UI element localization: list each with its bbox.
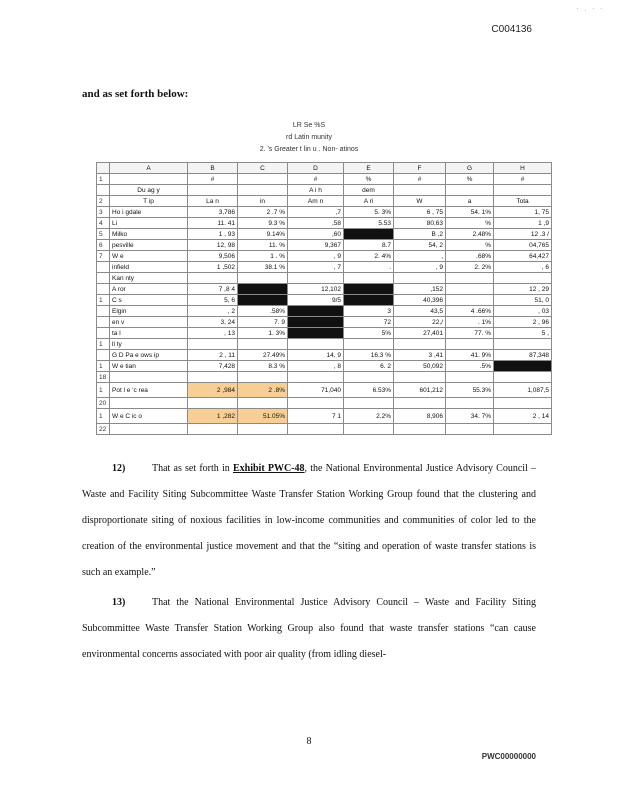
row-number-cell: 1 xyxy=(97,361,110,372)
table-cell xyxy=(188,424,238,435)
table-cell xyxy=(238,372,288,383)
column-letter-cell xyxy=(97,163,110,174)
table-row xyxy=(97,317,552,328)
table-cell xyxy=(188,372,238,383)
table-row xyxy=(97,229,552,240)
table-cell xyxy=(344,284,394,295)
table-cell: 71,040 xyxy=(288,383,344,398)
table-cell: 9.14% xyxy=(238,229,288,240)
table-row xyxy=(97,424,552,435)
table-cell: # xyxy=(494,174,552,185)
paragraph-number: 12) xyxy=(112,463,126,474)
table-title-line-3: 2. 's Greater t lin u . Non- atinos xyxy=(259,146,359,153)
table-row xyxy=(97,306,552,317)
table-row xyxy=(97,273,552,284)
table-cell: 1. 3% xyxy=(238,328,288,339)
corner-marks: · . · · xyxy=(576,6,604,13)
table-row xyxy=(97,185,552,196)
table-cell: # xyxy=(188,174,238,185)
table-cell: , 13 xyxy=(188,328,238,339)
exhibit-reference: Exhibit PWC-48 xyxy=(232,463,305,474)
table-cell: Ho i gdale xyxy=(110,207,188,218)
table-cell xyxy=(394,424,446,435)
table-cell: 4 .66% xyxy=(446,306,494,317)
table-cell: 601,212 xyxy=(394,383,446,398)
table-cell xyxy=(110,174,188,185)
table-cell: 5.53 xyxy=(344,218,394,229)
row-number-cell: 7 xyxy=(97,251,110,262)
table-cell: 1,087,5 xyxy=(494,383,552,398)
table-cell: .58% xyxy=(238,306,288,317)
table-cell xyxy=(288,317,344,328)
table-row xyxy=(97,372,552,383)
table-cell xyxy=(238,273,288,284)
table-cell xyxy=(288,339,344,350)
table-cell xyxy=(288,306,344,317)
table-cell xyxy=(188,185,238,196)
table-cell: A ri xyxy=(344,196,394,207)
table-cell xyxy=(344,339,394,350)
table-row xyxy=(97,383,552,398)
table-cell: 87,348 xyxy=(494,350,552,361)
table-cell: 2. 4% xyxy=(344,251,394,262)
table-cell: % xyxy=(344,174,394,185)
row-number-cell xyxy=(97,185,110,196)
table-cell: in xyxy=(238,196,288,207)
table-cell: La n xyxy=(188,196,238,207)
table-cell xyxy=(238,398,288,409)
table-cell: 3 ,41 xyxy=(394,350,446,361)
table-cell: ta l xyxy=(110,328,188,339)
table-cell: infield xyxy=(110,262,188,273)
table-cell: 72 xyxy=(344,317,394,328)
table-cell: 2 ,984 xyxy=(188,383,238,398)
column-letter-row xyxy=(97,163,552,174)
table-cell: 64,427 xyxy=(494,251,552,262)
paragraph-number: 13) xyxy=(112,597,126,608)
intro-line xyxy=(82,88,188,100)
table-cell: ,60 xyxy=(288,229,344,240)
table-cell: % xyxy=(446,218,494,229)
table-cell: Li xyxy=(110,218,188,229)
row-number-cell xyxy=(97,317,110,328)
table-row xyxy=(97,398,552,409)
table-cell: Du ag y xyxy=(110,185,188,196)
table-cell: W xyxy=(394,196,446,207)
table-cell: 38.1 % xyxy=(238,262,288,273)
table-cell: # xyxy=(394,174,446,185)
table-row xyxy=(97,409,552,424)
table-cell: 2 .8% xyxy=(238,383,288,398)
table-cell xyxy=(446,273,494,284)
table-cell: 2.2% xyxy=(344,409,394,424)
row-number-cell: 1 xyxy=(97,383,110,398)
table-cell: T ip xyxy=(110,196,188,207)
table-cell: 9,367 xyxy=(288,240,344,251)
table-cell: dem xyxy=(344,185,394,196)
table-cell xyxy=(110,424,188,435)
table-cell: 2 , 14 xyxy=(494,409,552,424)
table-cell: , 8 xyxy=(288,361,344,372)
column-letter-cell: F xyxy=(394,163,446,174)
table-cell: Milko xyxy=(110,229,188,240)
table-row xyxy=(97,350,552,361)
table-cell xyxy=(288,424,344,435)
table-cell: 22,/ xyxy=(394,317,446,328)
paragraph-text-post: , the National Environmental Justice Advisory Council – Waste and Facility Siting Subcommittee Waste Transfer Station Working Group found that the clustering and disproportionate siting of noxious facilities in low-income communities and communities of color led to the creation of the environmental justice movement and that the “siting and operation of waste transfer stations is such an example.” xyxy=(82,463,537,578)
table-cell: Kan nty xyxy=(110,273,188,284)
table-cell: 5 , xyxy=(494,328,552,339)
table-cell xyxy=(446,284,494,295)
table-cell: 8,906 xyxy=(394,409,446,424)
table-cell: 7. 9 xyxy=(238,317,288,328)
column-letter-cell: C xyxy=(238,163,288,174)
table-cell: 1 . % xyxy=(238,251,288,262)
table-cell: 55.3% xyxy=(446,383,494,398)
table-cell xyxy=(238,295,288,306)
table-cell: en v xyxy=(110,317,188,328)
table-row xyxy=(97,207,552,218)
table-cell: pesville xyxy=(110,240,188,251)
bates-number: PWC00000000 xyxy=(481,752,536,761)
table-cell: % xyxy=(446,174,494,185)
table-cell xyxy=(494,361,552,372)
table-cell xyxy=(344,273,394,284)
document-id: C004136 xyxy=(491,24,532,35)
table-cell: W e tian xyxy=(110,361,188,372)
table-cell: 50,092 xyxy=(394,361,446,372)
table-cell: ,152 xyxy=(394,284,446,295)
table-cell xyxy=(394,398,446,409)
paragraph-text-pre: That as set forth in xyxy=(152,463,233,474)
row-number-cell: 6 xyxy=(97,240,110,251)
table-cell: 7 ,8 4 xyxy=(188,284,238,295)
table-cell: G D Pa e ows ip xyxy=(110,350,188,361)
row-number-cell: 1 xyxy=(97,409,110,424)
table-cell: 5% xyxy=(344,328,394,339)
table-cell: , 2 xyxy=(188,306,238,317)
table-cell: 8.3 % xyxy=(238,361,288,372)
table-cell: 6.53% xyxy=(344,383,394,398)
table-cell: , 6 xyxy=(494,262,552,273)
table-cell: 1, 75 xyxy=(494,207,552,218)
table-cell xyxy=(446,424,494,435)
table-cell xyxy=(446,372,494,383)
row-number-cell: 1 xyxy=(97,295,110,306)
page-number: 8 xyxy=(306,736,312,747)
row-number-cell: 3 xyxy=(97,207,110,218)
table-cell: 11. 41 xyxy=(188,218,238,229)
table-cell: 80,63 xyxy=(394,218,446,229)
table-cell xyxy=(394,339,446,350)
table-cell xyxy=(344,424,394,435)
table-title-line-1: LR Se %S xyxy=(292,122,326,129)
table-cell: # xyxy=(288,174,344,185)
table-cell: 9.3 % xyxy=(238,218,288,229)
table-cell: 1 ,282 xyxy=(188,409,238,424)
table-cell: 11. % xyxy=(238,240,288,251)
row-number-cell: 18 xyxy=(97,372,110,383)
row-number-cell xyxy=(97,328,110,339)
table-cell: 7 1 xyxy=(288,409,344,424)
table-cell: 12, 98 xyxy=(188,240,238,251)
table-cell xyxy=(188,398,238,409)
table-cell: ,58 xyxy=(288,218,344,229)
table-cell xyxy=(238,284,288,295)
table-cell xyxy=(344,398,394,409)
column-letter-cell: H xyxy=(494,163,552,174)
column-letter-cell: A xyxy=(110,163,188,174)
table-cell: 51, 0 xyxy=(494,295,552,306)
table-cell xyxy=(394,185,446,196)
table-cell: 9,506 xyxy=(188,251,238,262)
table-cell xyxy=(494,398,552,409)
table-cell: 16.3 % xyxy=(344,350,394,361)
row-number-cell: 4 xyxy=(97,218,110,229)
table-cell: 2 , 11 xyxy=(188,350,238,361)
table-cell: 51.05% xyxy=(238,409,288,424)
table-cell: a xyxy=(446,196,494,207)
table-cell: 12 , 29 xyxy=(494,284,552,295)
table-cell: ll ty xyxy=(110,339,188,350)
table-cell: .68% xyxy=(446,251,494,262)
intro-text: and as set forth below: xyxy=(82,88,189,100)
table-row xyxy=(97,339,552,350)
table-row xyxy=(97,295,552,306)
table-cell: 1 ,502 xyxy=(188,262,238,273)
table-cell: B ,2 xyxy=(394,229,446,240)
row-number-cell: 22 xyxy=(97,424,110,435)
table-cell: A ror xyxy=(110,284,188,295)
table-cell xyxy=(446,398,494,409)
table-cell xyxy=(344,229,394,240)
table-cell: 04,765 xyxy=(494,240,552,251)
table-row xyxy=(97,240,552,251)
column-letter-cell: E xyxy=(344,163,394,174)
table-cell: % xyxy=(446,240,494,251)
table-cell: 3,786 xyxy=(188,207,238,218)
row-number-cell xyxy=(97,306,110,317)
table-cell xyxy=(494,339,552,350)
table-cell: , 9 xyxy=(394,262,446,273)
row-number-cell: 2 xyxy=(97,196,110,207)
table-cell: ,7 xyxy=(288,207,344,218)
table-cell: 12,102 xyxy=(288,284,344,295)
table-cell: 3 xyxy=(344,306,394,317)
table-cell: Pot l e 'c rea xyxy=(110,383,188,398)
table-cell: 12 .3 / xyxy=(494,229,552,240)
row-number-cell xyxy=(97,273,110,284)
table-cell xyxy=(238,424,288,435)
table-cell: 77. % xyxy=(446,328,494,339)
table-cell: 9/5 xyxy=(288,295,344,306)
table-cell xyxy=(446,185,494,196)
row-number-cell: 1 xyxy=(97,339,110,350)
table-row xyxy=(97,262,552,273)
table-cell: 27,401 xyxy=(394,328,446,339)
table-cell: 1 ,9 xyxy=(494,218,552,229)
table-title-line-2: rd Latin munity xyxy=(286,134,332,141)
table-cell: Elgin xyxy=(110,306,188,317)
table-cell xyxy=(288,372,344,383)
table-cell: 8.7 xyxy=(344,240,394,251)
table-cell: 5. 3% xyxy=(344,207,394,218)
table-cell xyxy=(288,328,344,339)
table-row xyxy=(97,196,552,207)
table-row xyxy=(97,218,552,229)
table-cell: , xyxy=(394,251,446,262)
table-cell: W e C ic o xyxy=(110,409,188,424)
table-cell: 34. 7% xyxy=(446,409,494,424)
table-cell: W e xyxy=(110,251,188,262)
row-number-cell: 5 xyxy=(97,229,110,240)
table-cell: 6 , 75 xyxy=(394,207,446,218)
table-cell: A i h xyxy=(288,185,344,196)
table-cell: C s xyxy=(110,295,188,306)
table-cell xyxy=(238,339,288,350)
table-cell xyxy=(494,372,552,383)
table-cell: . xyxy=(344,262,394,273)
table-cell xyxy=(344,372,394,383)
table-cell: 5, 6 xyxy=(188,295,238,306)
column-letter-cell: D xyxy=(288,163,344,174)
table-cell: . 1% xyxy=(446,317,494,328)
table-cell xyxy=(494,273,552,284)
table-cell xyxy=(188,273,238,284)
table-row xyxy=(97,328,552,339)
table-cell xyxy=(238,185,288,196)
table-cell xyxy=(494,424,552,435)
table-cell: .5% xyxy=(446,361,494,372)
table-cell xyxy=(394,273,446,284)
table-cell: 27.49% xyxy=(238,350,288,361)
row-number-cell xyxy=(97,262,110,273)
table-cell: , 9 xyxy=(288,251,344,262)
row-number-cell xyxy=(97,350,110,361)
table-cell: 2 , 96 xyxy=(494,317,552,328)
table-cell: 2 .7 % xyxy=(238,207,288,218)
table-cell xyxy=(288,273,344,284)
table-cell: 6. 2 xyxy=(344,361,394,372)
row-number-cell: 1 xyxy=(97,174,110,185)
table-cell xyxy=(394,372,446,383)
table-cell: , 7 xyxy=(288,262,344,273)
column-letter-cell: B xyxy=(188,163,238,174)
table-cell: Am n xyxy=(288,196,344,207)
table-row xyxy=(97,361,552,372)
table-cell: 40,396 xyxy=(394,295,446,306)
table-cell: 54. 1% xyxy=(446,207,494,218)
table-cell: , 03 xyxy=(494,306,552,317)
paragraph-text: That the National Environmental Justice Advisory Council – Waste and Facility Siting Subcommittee Waste Transfer Station Working Group also found that waste transfer stations “can cause environmental concerns associated with poor air quality (from idling diesel- xyxy=(82,597,536,660)
paragraph-12 xyxy=(82,456,536,586)
table-cell xyxy=(110,398,188,409)
table-cell xyxy=(288,398,344,409)
table-cell xyxy=(446,295,494,306)
table-cell: 1 , 93 xyxy=(188,229,238,240)
table-cell: 2.48% xyxy=(446,229,494,240)
table-cell: 2. 2% xyxy=(446,262,494,273)
table-cell: 7,428 xyxy=(188,361,238,372)
table-cell: 41. 9% xyxy=(446,350,494,361)
table-cell xyxy=(238,174,288,185)
table-cell: 43,5 xyxy=(394,306,446,317)
table-cell: 3, 24 xyxy=(188,317,238,328)
table-cell: 14, 9 xyxy=(288,350,344,361)
table-cell: Tota xyxy=(494,196,552,207)
row-number-cell xyxy=(97,284,110,295)
paragraph-13 xyxy=(82,590,536,668)
table-cell xyxy=(110,372,188,383)
table-row xyxy=(97,174,552,185)
table-cell xyxy=(494,185,552,196)
table-cell: 54, 2 xyxy=(394,240,446,251)
table-cell xyxy=(188,339,238,350)
table-cell xyxy=(446,339,494,350)
table-cell xyxy=(344,295,394,306)
column-letter-cell: G xyxy=(446,163,494,174)
table-row xyxy=(97,251,552,262)
demographics-table xyxy=(96,162,552,435)
row-number-cell: 20 xyxy=(97,398,110,409)
table-row xyxy=(97,284,552,295)
